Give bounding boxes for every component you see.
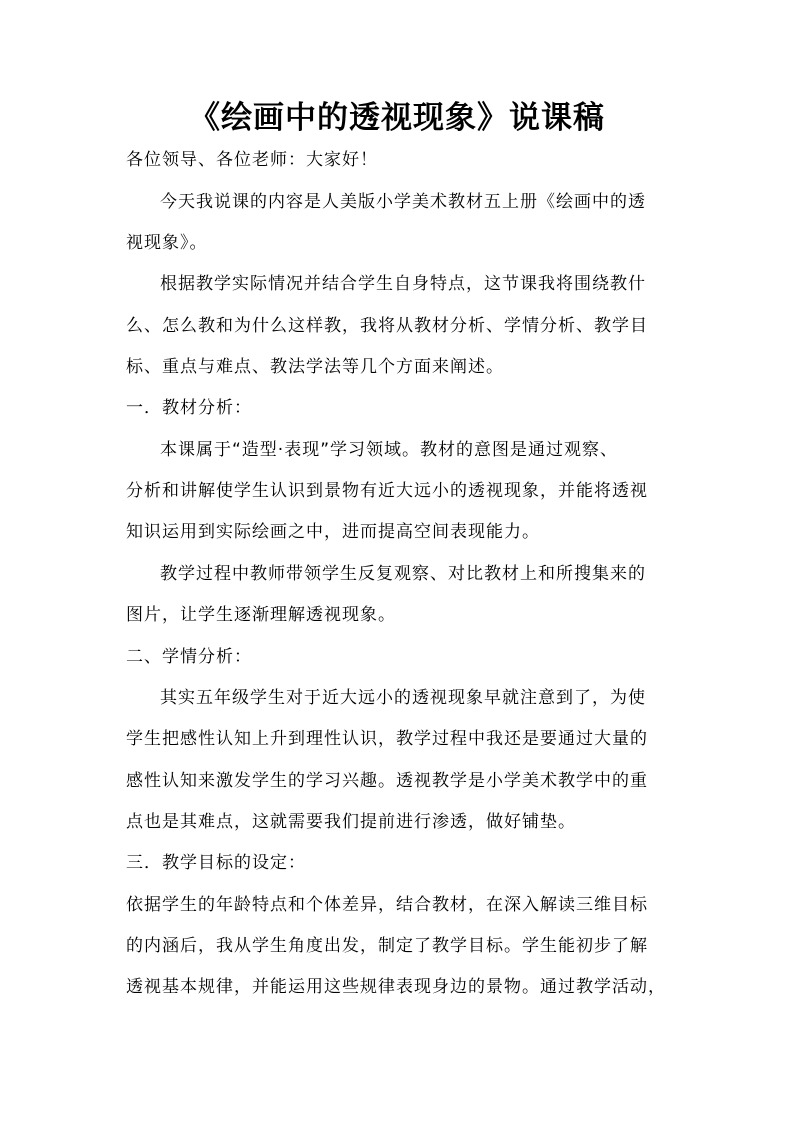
paragraph-line: 感性认知来激发学生的学习兴趣。透视教学是小学美术教学中的重 <box>126 771 648 791</box>
paragraph-line: 知识运用到实际绘画之中，进而提高空间表现能力。 <box>126 522 540 542</box>
greeting-line: 各位领导、各位老师：大家好！ <box>126 150 378 170</box>
paragraph-line: 本课属于“造型·表现”学习领域。教材的意图是通过观察、 <box>160 440 619 460</box>
paragraph-line: 今天我说课的内容是人美版小学美术教材五上册《绘画中的透 <box>160 192 646 212</box>
document-title: 《绘画中的透视现象》说课稿 <box>189 100 605 136</box>
paragraph-line: 透视基本规律，并能运用这些规律表现身边的景物。通过教学活动， <box>126 977 666 997</box>
paragraph-line: 图片，让学生逐渐理解透视现象。 <box>126 605 396 625</box>
paragraph-line: 根据教学实际情况并结合学生自身特点，这节课我将围绕教什 <box>160 274 646 294</box>
paragraph-line: 教学过程中教师带领学生反复观察、对比教材上和所搜集来的 <box>160 564 646 584</box>
section-heading-3: 三．教学目标的设定： <box>126 853 306 873</box>
paragraph-line: 其实五年级学生对于近大远小的透视现象早就注意到了，为使 <box>160 688 646 708</box>
paragraph-line: 依据学生的年龄特点和个体差异，结合教材，在深入解读三维目标 <box>126 895 648 915</box>
paragraph-line: 的内涵后，我从学生角度出发，制定了教学目标。学生能初步了解 <box>126 936 648 956</box>
paragraph-line: 视现象》。 <box>126 233 208 253</box>
paragraph-line: 么、怎么教和为什么这样教，我将从教材分析、学情分析、教学目 <box>126 316 648 336</box>
section-heading-1: 一．教材分析： <box>126 398 252 418</box>
paragraph-line: 标、重点与难点、教法学法等几个方面来阐述。 <box>126 357 504 377</box>
section-heading-2: 二、学情分析： <box>126 647 252 667</box>
paragraph-line: 分析和讲解使学生认识到景物有近大远小的透视现象，并能将透视 <box>126 481 648 501</box>
paragraph-line: 学生把感性认知上升到理性认识，教学过程中我还是要通过大量的 <box>126 729 648 749</box>
paragraph-line: 点也是其难点，这就需要我们提前进行渗透，做好铺垫。 <box>126 812 576 832</box>
